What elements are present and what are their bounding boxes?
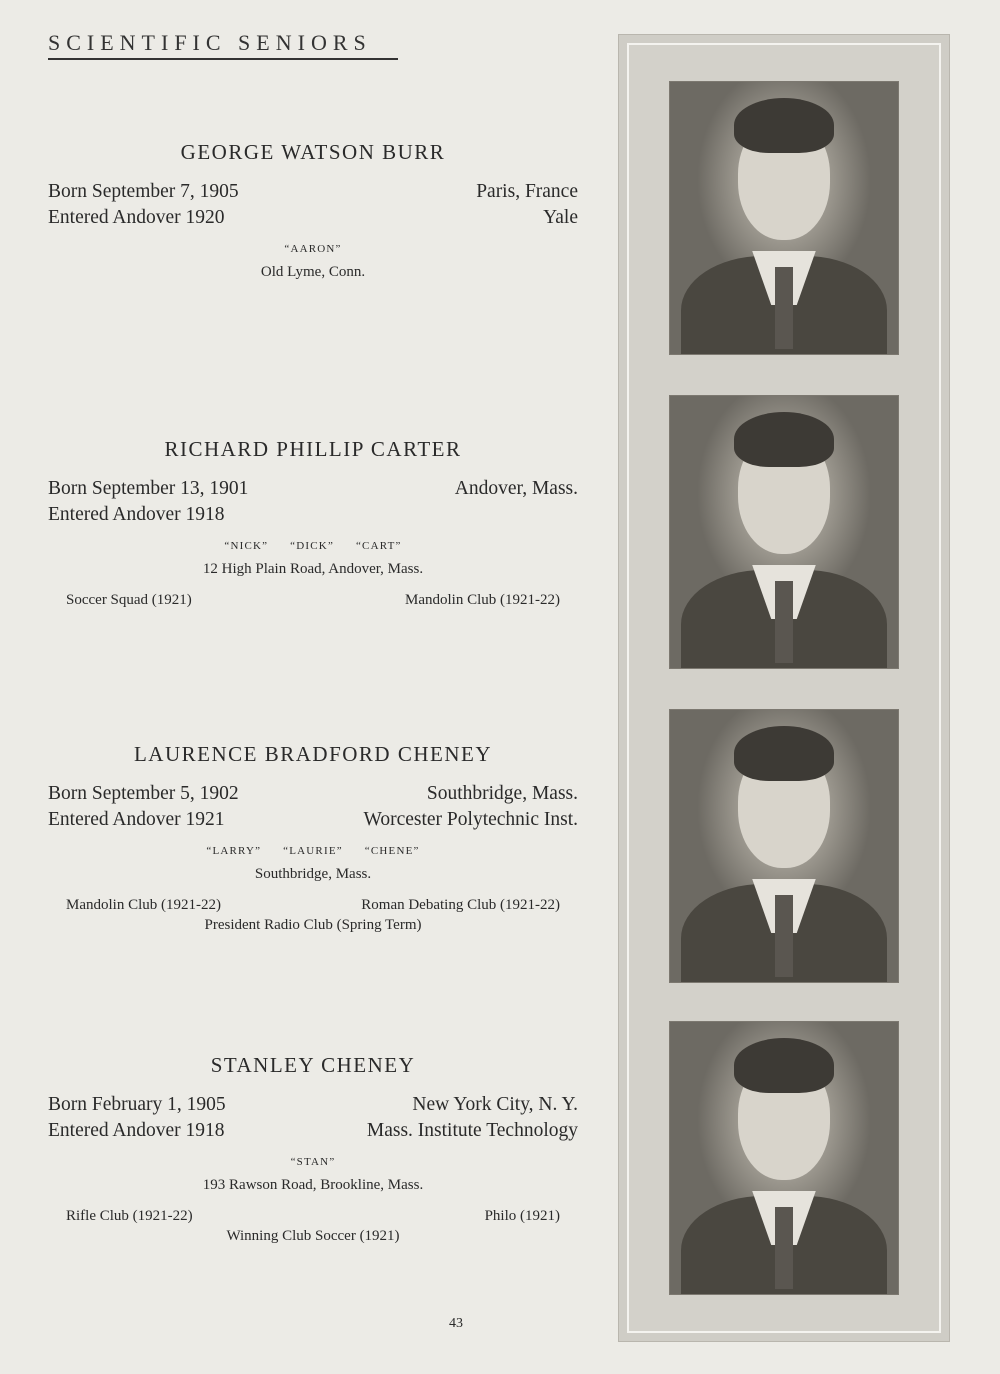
senior-entry — [48, 1053, 578, 1246]
senior-name: GEORGE WATSON BURR — [180, 140, 446, 164]
senior-name: LAURENCE BRADFORD CHENEY — [133, 742, 492, 766]
portrait-photo — [669, 709, 899, 983]
entered-row — [48, 502, 578, 528]
page-header-title: SCIENTIFIC SENIORS — [48, 30, 372, 55]
header-rule — [48, 58, 398, 60]
activity-left: Soccer Squad (1921) — [66, 592, 192, 608]
born-row — [48, 781, 578, 807]
activity-center: Winning Club Soccer (1921) — [226, 1228, 400, 1244]
hometown: Southbridge, Mass. — [426, 783, 578, 804]
activities — [48, 895, 578, 935]
born-row — [48, 179, 578, 205]
address: Southbridge, Mass. — [254, 866, 372, 882]
portrait-hair — [734, 98, 834, 152]
activities — [48, 590, 578, 610]
activity-left: Rifle Club (1921-22) — [66, 1208, 193, 1224]
activity-left: Mandolin Club (1921-22) — [66, 897, 221, 913]
portrait-tie — [775, 1207, 793, 1289]
hometown: New York City, N. Y. — [412, 1094, 578, 1115]
born-date: Born September 13, 1901 — [48, 478, 249, 499]
senior-entry — [48, 742, 578, 935]
nicknames: “STAN” — [290, 1156, 336, 1168]
portrait-hair — [734, 412, 834, 466]
entered-year: Entered Andover 1918 — [48, 504, 225, 525]
portrait-tie — [775, 581, 793, 663]
activity-right: Mandolin Club (1921-22) — [405, 592, 560, 608]
portrait-hair — [734, 726, 834, 780]
activities-row — [48, 1206, 578, 1226]
nicknames: “NICK” “DICK” “CART” — [224, 540, 402, 552]
senior-name: RICHARD PHILLIP CARTER — [164, 437, 462, 461]
nicknames: “AARON” — [284, 243, 342, 255]
entered-row — [48, 1118, 578, 1144]
activities — [48, 1206, 578, 1246]
senior-name: STANLEY CHENEY — [210, 1053, 416, 1077]
portrait-hair — [734, 1038, 834, 1092]
entered-row — [48, 205, 578, 231]
hometown: Paris, France — [476, 181, 578, 202]
entered-year: Entered Andover 1918 — [48, 1120, 225, 1141]
born-date: Born September 5, 1902 — [48, 783, 239, 804]
activities-row — [48, 590, 578, 610]
activity-center: President Radio Club (Spring Term) — [204, 917, 422, 933]
activity-right: Roman Debating Club (1921-22) — [361, 897, 560, 913]
address: 193 Rawson Road, Brookline, Mass. — [202, 1177, 424, 1193]
born-row — [48, 476, 578, 502]
senior-entry — [48, 140, 578, 281]
activity-right: Philo (1921) — [484, 1208, 560, 1224]
activities-row — [48, 895, 578, 915]
entered-row — [48, 807, 578, 833]
portrait-photo — [669, 1021, 899, 1295]
nicknames: “LARRY” “LAURIE” “CHENE” — [206, 845, 420, 857]
portrait-photo — [669, 395, 899, 669]
senior-entry — [48, 437, 578, 610]
college: Worcester Polytechnic Inst. — [363, 809, 578, 830]
entered-year: Entered Andover 1920 — [48, 207, 225, 228]
born-row — [48, 1092, 578, 1118]
born-date: Born February 1, 1905 — [48, 1094, 226, 1115]
hometown: Andover, Mass. — [454, 478, 578, 499]
college: Yale — [543, 207, 578, 228]
college: Mass. Institute Technology — [366, 1120, 578, 1141]
portrait-photo — [669, 81, 899, 355]
photo-panel — [618, 34, 950, 1342]
portrait-tie — [775, 895, 793, 977]
page-number: 43 — [449, 1316, 463, 1331]
address: 12 High Plain Road, Andover, Mass. — [202, 561, 424, 577]
address: Old Lyme, Conn. — [260, 264, 366, 280]
portrait-tie — [775, 267, 793, 349]
born-date: Born September 7, 1905 — [48, 181, 239, 202]
entered-year: Entered Andover 1921 — [48, 809, 225, 830]
